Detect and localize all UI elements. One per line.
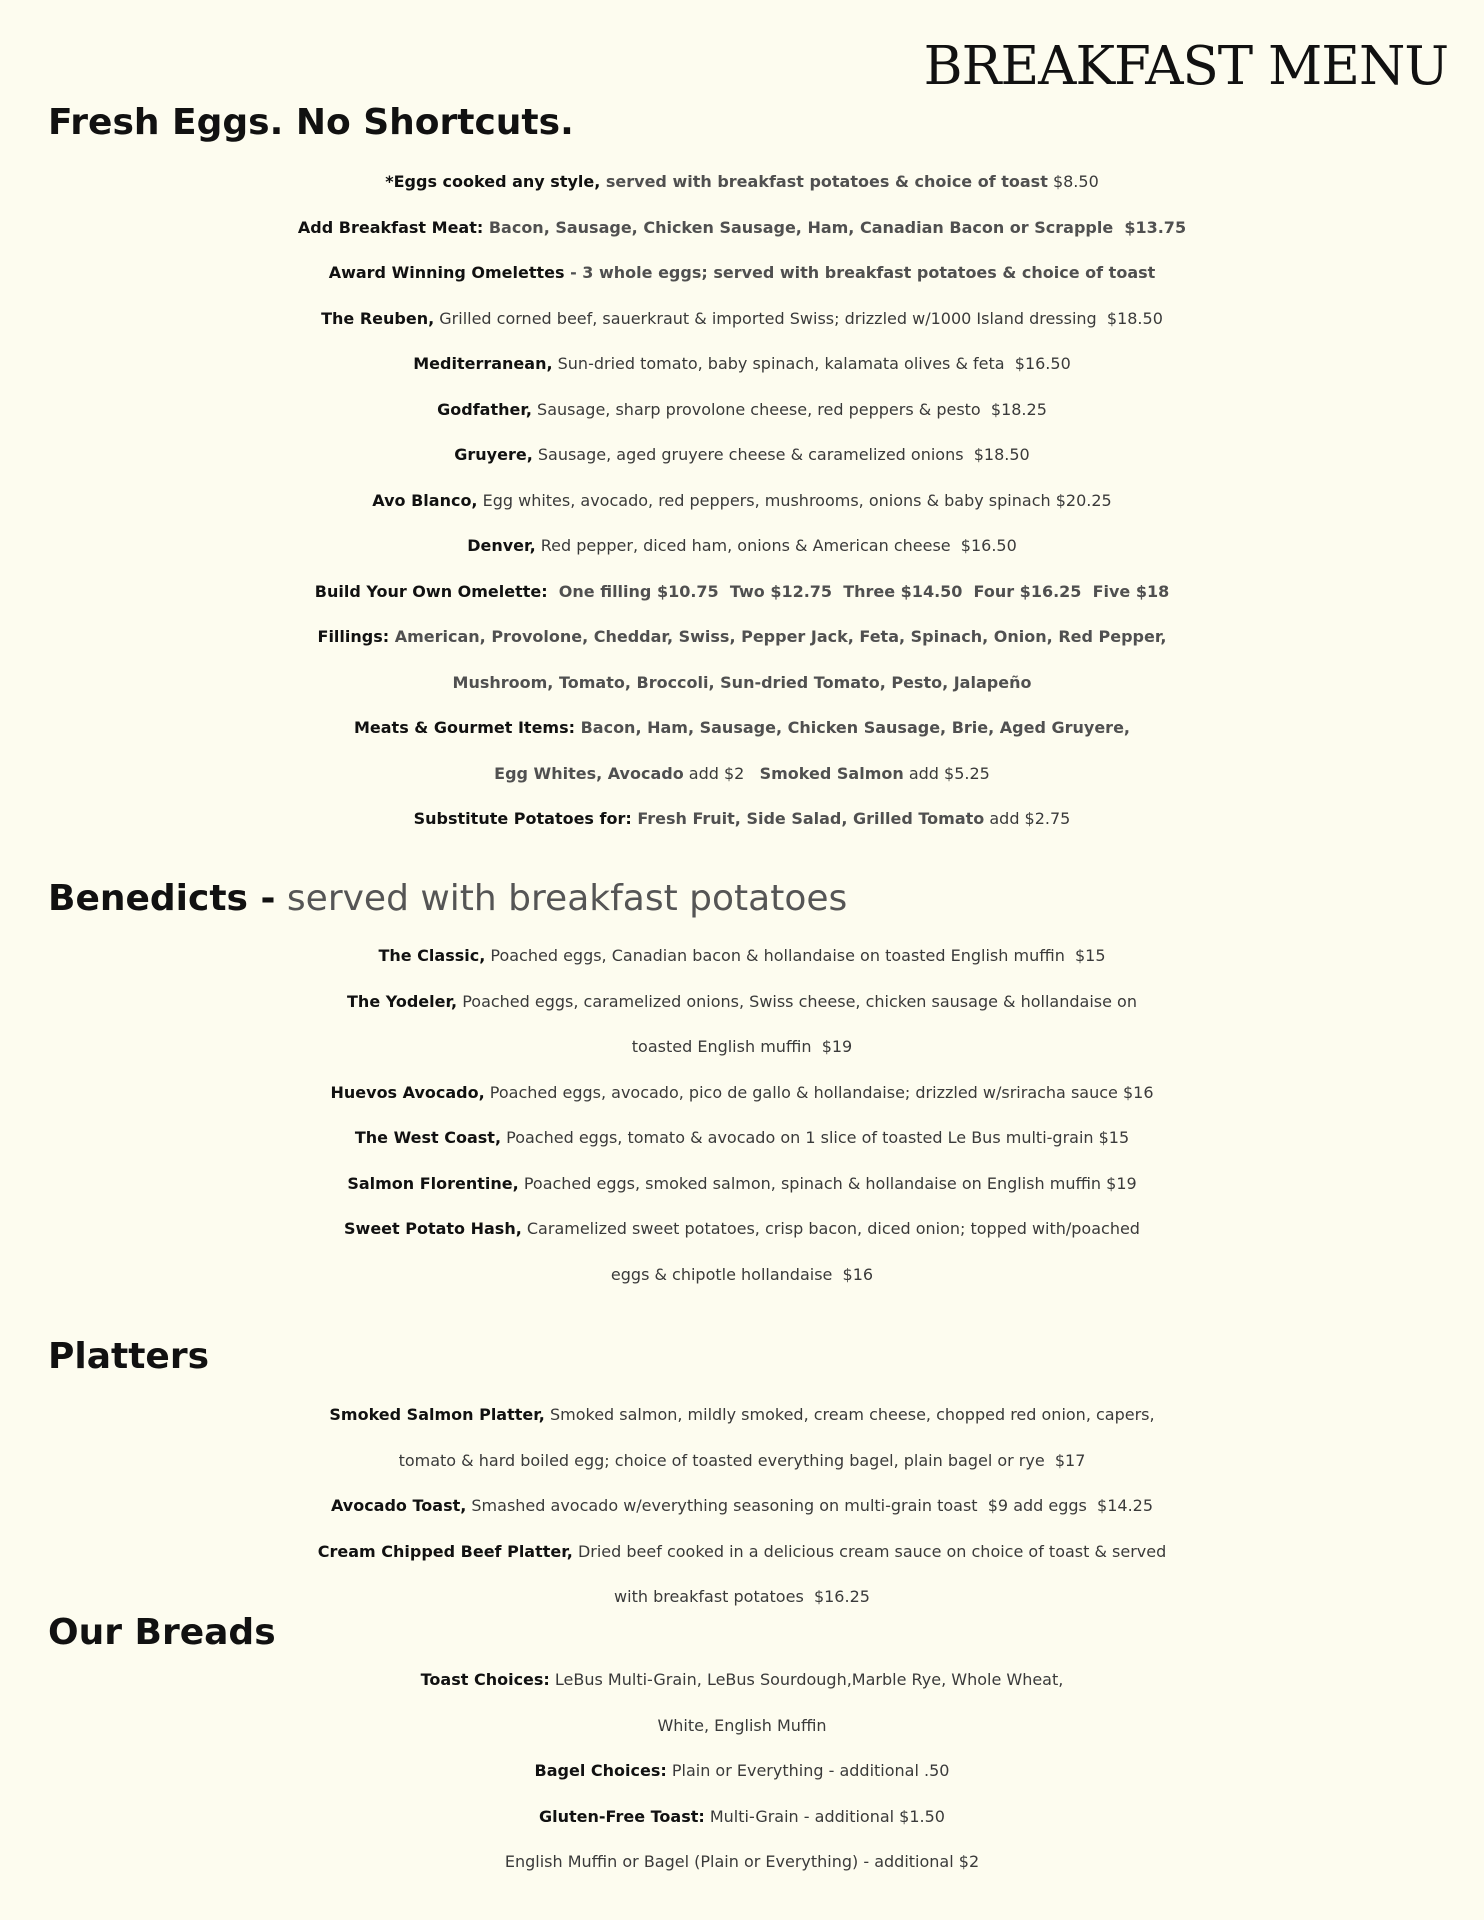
item-name: The Classic, (378, 946, 486, 965)
item-name: The West Coast, (354, 1128, 502, 1147)
item-detail: $8.50 (1047, 172, 1099, 191)
item-highlight: Egg Whites, Avocado (494, 763, 684, 783)
item-highlight: Fresh Fruit, Side Salad, Grilled Tomato (631, 809, 985, 828)
item-highlight: Bacon, Ham, Sausage, Chicken Sausage, Brie, Aged Gruyere, (575, 718, 1130, 737)
menu-line (0, 1024, 1484, 1070)
menu-line (0, 1070, 1484, 1116)
item-highlight: - 3 whole eggs; served with breakfast potatoes & choice of toast (564, 263, 1156, 282)
item-detail: Sausage, aged gruyere cheese & caramelized onions $18.50 (532, 445, 1030, 464)
item-name: Toast Choices: (420, 1670, 550, 1689)
platters-heading-text: Platters (48, 1336, 210, 1377)
benedicts-heading (48, 878, 847, 919)
item-detail: Plain or Everything - additional .50 (666, 1761, 950, 1780)
item-name: Award Winning Omelettes (328, 263, 565, 282)
item-highlight: American, Provolone, Cheddar, Swiss, Pepper Jack, Feta, Spinach, Onion, Red Pepper, (389, 627, 1167, 646)
item-highlight: Bacon, Sausage, Chicken Sausage, Ham, Canadian Bacon or Scrapple $13.75 (483, 217, 1187, 237)
menu-line (0, 1529, 1484, 1575)
menu-line (0, 387, 1484, 433)
menu-line (0, 1483, 1484, 1529)
item-detail: add $2 (683, 763, 760, 783)
eggs-list (0, 159, 1484, 842)
item-detail: LeBus Multi-Grain, LeBus Sourdough,Marble Rye, Whole Wheat, (549, 1670, 1064, 1689)
menu-line (0, 523, 1484, 569)
item-highlight: Mushroom, Tomato, Broccoli, Sun-dried Tomato, Pesto, Jalapeño (452, 672, 1032, 692)
eggs-heading-text: Fresh Eggs. No Shortcuts. (48, 102, 574, 143)
breads-list (0, 1657, 1484, 1885)
item-highlight: Smoked Salmon (759, 763, 904, 783)
item-name: Substitute Potatoes for: (413, 809, 632, 828)
menu-line (0, 796, 1484, 842)
item-name: Fillings: (317, 627, 390, 646)
menu-line (0, 478, 1484, 524)
item-name: *Eggs cooked any style, (385, 172, 601, 191)
item-name: Salmon Florentine, (347, 1173, 519, 1193)
menu-line (0, 1392, 1484, 1438)
item-detail: Red pepper, diced ham, onions & American cheese $16.50 (535, 536, 1017, 555)
item-highlight: served with breakfast potatoes & choice of toast (600, 172, 1048, 191)
item-name: Mediterranean, (413, 354, 553, 373)
eggs-heading (48, 102, 574, 143)
item-detail: Poached eggs, tomato & avocado on 1 slice of toasted Le Bus multi-grain $15 (501, 1128, 1130, 1147)
platters-heading (48, 1336, 209, 1377)
item-detail: Smashed avocado w/everything seasoning on multi-grain toast $9 add eggs $14.25 (466, 1496, 1154, 1515)
menu-line (0, 432, 1484, 478)
menu-line (0, 341, 1484, 387)
item-detail: English Muffin or Bagel (Plain or Everything) - additional $2 (504, 1852, 980, 1871)
item-name: Build Your Own Omelette: (314, 581, 548, 601)
menu-line (0, 159, 1484, 205)
item-detail: Smoked salmon, mildly smoked, cream cheese, chopped red onion, capers, (544, 1405, 1155, 1424)
item-name: Gluten-Free Toast: (539, 1806, 705, 1826)
item-name: Huevos Avocado, (330, 1082, 485, 1102)
item-detail: Poached eggs, smoked salmon, spinach & hollandaise on English muffin $19 (518, 1173, 1137, 1193)
menu-line (0, 1657, 1484, 1703)
menu-title: BREAKFAST MENU (923, 36, 1448, 97)
item-name: Avocado Toast, (330, 1496, 467, 1515)
item-detail: Caramelized sweet potatoes, crisp bacon, diced onion; topped with/poached (521, 1219, 1140, 1238)
menu-line (0, 1252, 1484, 1298)
item-name: Bagel Choices: (534, 1761, 667, 1780)
item-detail: Multi-Grain - additional $1.50 (704, 1806, 945, 1826)
benedicts-list (0, 933, 1484, 1297)
item-highlight: One filling $10.75 Two $12.75 Three $14.50 Four $16.25 Five $18 (547, 581, 1170, 601)
menu-line (0, 205, 1484, 251)
item-detail: add $2.75 (984, 809, 1071, 828)
menu-line (0, 250, 1484, 296)
item-detail: White, English Muffin (657, 1715, 827, 1735)
item-detail: Poached eggs, Canadian bacon & hollandaise on toasted English muffin $15 (485, 946, 1106, 965)
item-name: Add Breakfast Meat: (297, 217, 484, 237)
menu-line (0, 751, 1484, 797)
menu-line (0, 296, 1484, 342)
item-detail: Poached eggs, avocado, pico de gallo & hollandaise; drizzled w/sriracha sauce $16 (484, 1082, 1154, 1102)
item-name: Smoked Salmon Platter, (329, 1405, 545, 1424)
breads-heading-text: Our Breads (48, 1612, 276, 1653)
menu-line (0, 614, 1484, 660)
item-detail: Sun-dried tomato, baby spinach, kalamata olives & feta $16.50 (552, 354, 1071, 373)
menu-line (0, 979, 1484, 1025)
item-name: Sweet Potato Hash, (344, 1219, 522, 1238)
item-detail: with breakfast potatoes $16.25 (614, 1587, 870, 1606)
menu-line (0, 660, 1484, 706)
item-detail: Grilled corned beef, sauerkraut & imported Swiss; drizzled w/1000 Island dressing $18.50 (434, 308, 1163, 328)
menu-line (0, 1206, 1484, 1252)
item-name: Gruyere, (454, 445, 533, 464)
item-detail: Dried beef cooked in a delicious cream sauce on choice of toast & served (572, 1541, 1167, 1561)
menu-line (0, 705, 1484, 751)
menu-line (0, 933, 1484, 979)
item-detail: Poached eggs, caramelized onions, Swiss cheese, chicken sausage & hollandaise on (457, 991, 1137, 1011)
item-name: The Reuben, (321, 308, 435, 328)
item-detail: Egg whites, avocado, red peppers, mushrooms, onions & baby spinach $20.25 (477, 490, 1112, 510)
item-name: Cream Chipped Beef Platter, (317, 1541, 573, 1561)
item-name: Meats & Gourmet Items: (353, 718, 576, 737)
item-detail: add $5.25 (903, 763, 990, 783)
menu-line (0, 569, 1484, 615)
benedicts-subheading: served with breakfast potatoes (275, 878, 848, 919)
platters-list (0, 1392, 1484, 1620)
menu-line (0, 1438, 1484, 1484)
menu-line (0, 1703, 1484, 1749)
menu-line (0, 1839, 1484, 1885)
item-name: Denver, (467, 536, 536, 555)
breads-heading (48, 1612, 276, 1653)
item-detail: tomato & hard boiled egg; choice of toasted everything bagel, plain bagel or rye $17 (398, 1450, 1086, 1470)
menu-line (0, 1161, 1484, 1207)
item-detail: toasted English muffin $19 (631, 1037, 853, 1056)
item-detail: Sausage, sharp provolone cheese, red peppers & pesto $18.25 (531, 399, 1047, 419)
item-name: Avo Blanco, (372, 490, 478, 510)
item-name: The Yodeler, (347, 991, 458, 1011)
menu-line (0, 1794, 1484, 1840)
benedicts-heading-text: Benedicts - (48, 878, 276, 919)
menu-line (0, 1748, 1484, 1794)
menu-line (0, 1115, 1484, 1161)
item-name: Godfather, (437, 399, 532, 419)
item-detail: eggs & chipotle hollandaise $16 (610, 1264, 874, 1284)
